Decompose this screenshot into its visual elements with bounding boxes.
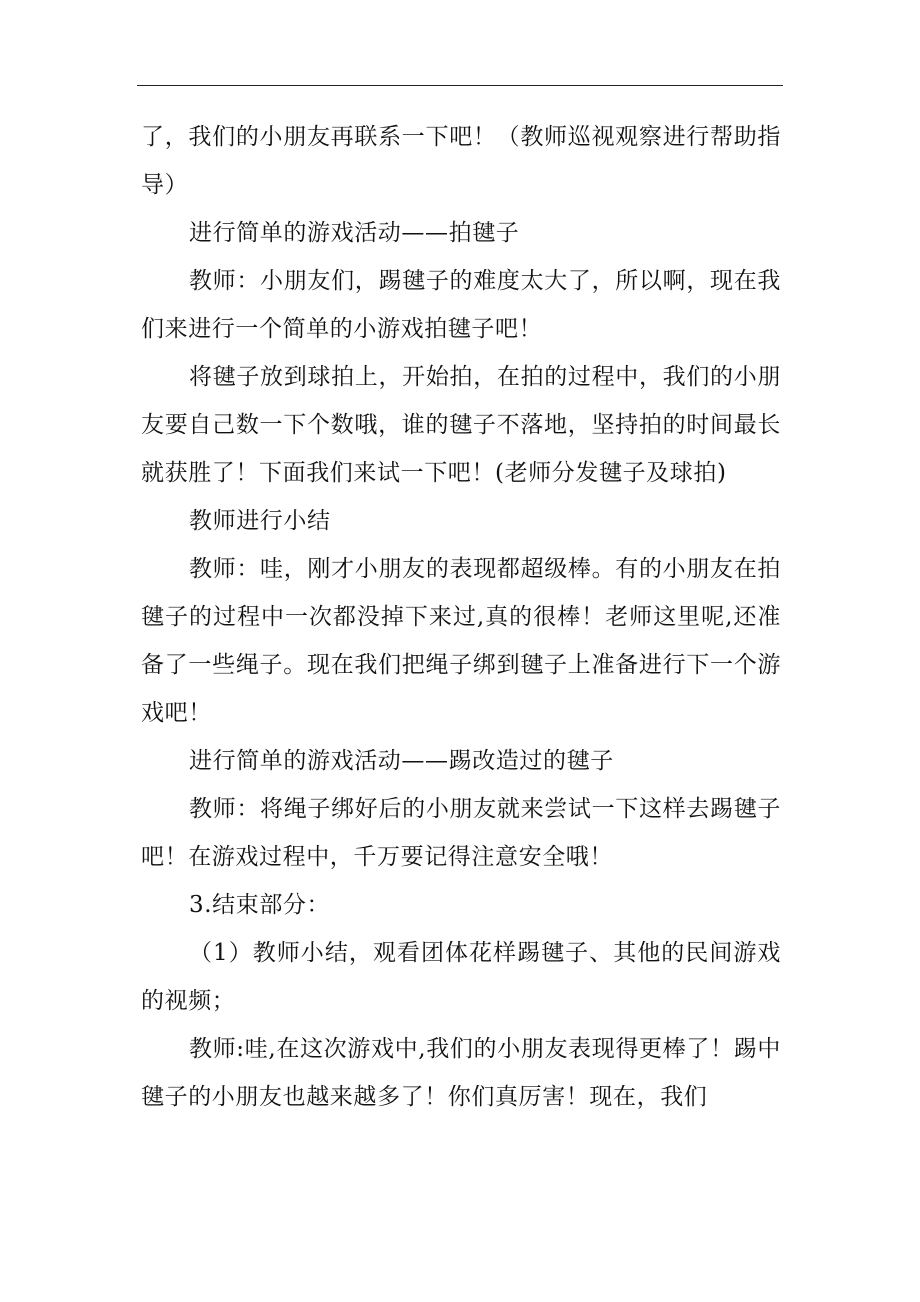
paragraph: 了，我们的小朋友再联系一下吧！（教师巡视观察进行帮助指导） <box>141 124 781 198</box>
paragraph: 教师：小朋友们，踢毽子的难度太大了，所以啊，现在我们来进行一个简单的小游戏拍毽子吧！ <box>141 268 781 342</box>
section-heading: 进行简单的游戏活动——踢改造过的毽子 <box>189 748 614 774</box>
paragraph: 将毽子放到球拍上，开始拍，在拍的过程中，我们的小朋友要自己数一下个数哦，谁的毽子不落地，坚持拍的时间最长就获胜了！下面我们来试一下吧！(老师分发毽子及球拍) <box>141 364 781 486</box>
paragraph: 教师：将绳子绑好后的小朋友就来尝试一下这样去踢毽子吧！在游戏过程中，千万要记得注意安全哦！ <box>141 796 781 870</box>
document-body <box>141 113 781 1121</box>
paragraph: 教师:哇,在这次游戏中,我们的小朋友表现得更棒了！踢中毽子的小朋友也越来越多了！你们真厉害！现在，我们 <box>141 1036 781 1110</box>
section-heading: 教师进行小结 <box>189 508 331 534</box>
list-item: （1）教师小结，观看团体花样踢毽子、其他的民间游戏的视频； <box>141 940 781 1014</box>
section-heading: 3.结束部分： <box>189 892 331 918</box>
section-heading: 进行简单的游戏活动——拍毽子 <box>189 220 520 246</box>
paragraph: 教师：哇，刚才小朋友的表现都超级棒。有的小朋友在拍毽子的过程中一次都没掉下来过,真的很棒！老师这里呢,还准备了一些绳子。现在我们把绳子绑到毽子上准备进行下一个游戏吧！ <box>141 556 781 726</box>
header-rule <box>137 85 783 86</box>
